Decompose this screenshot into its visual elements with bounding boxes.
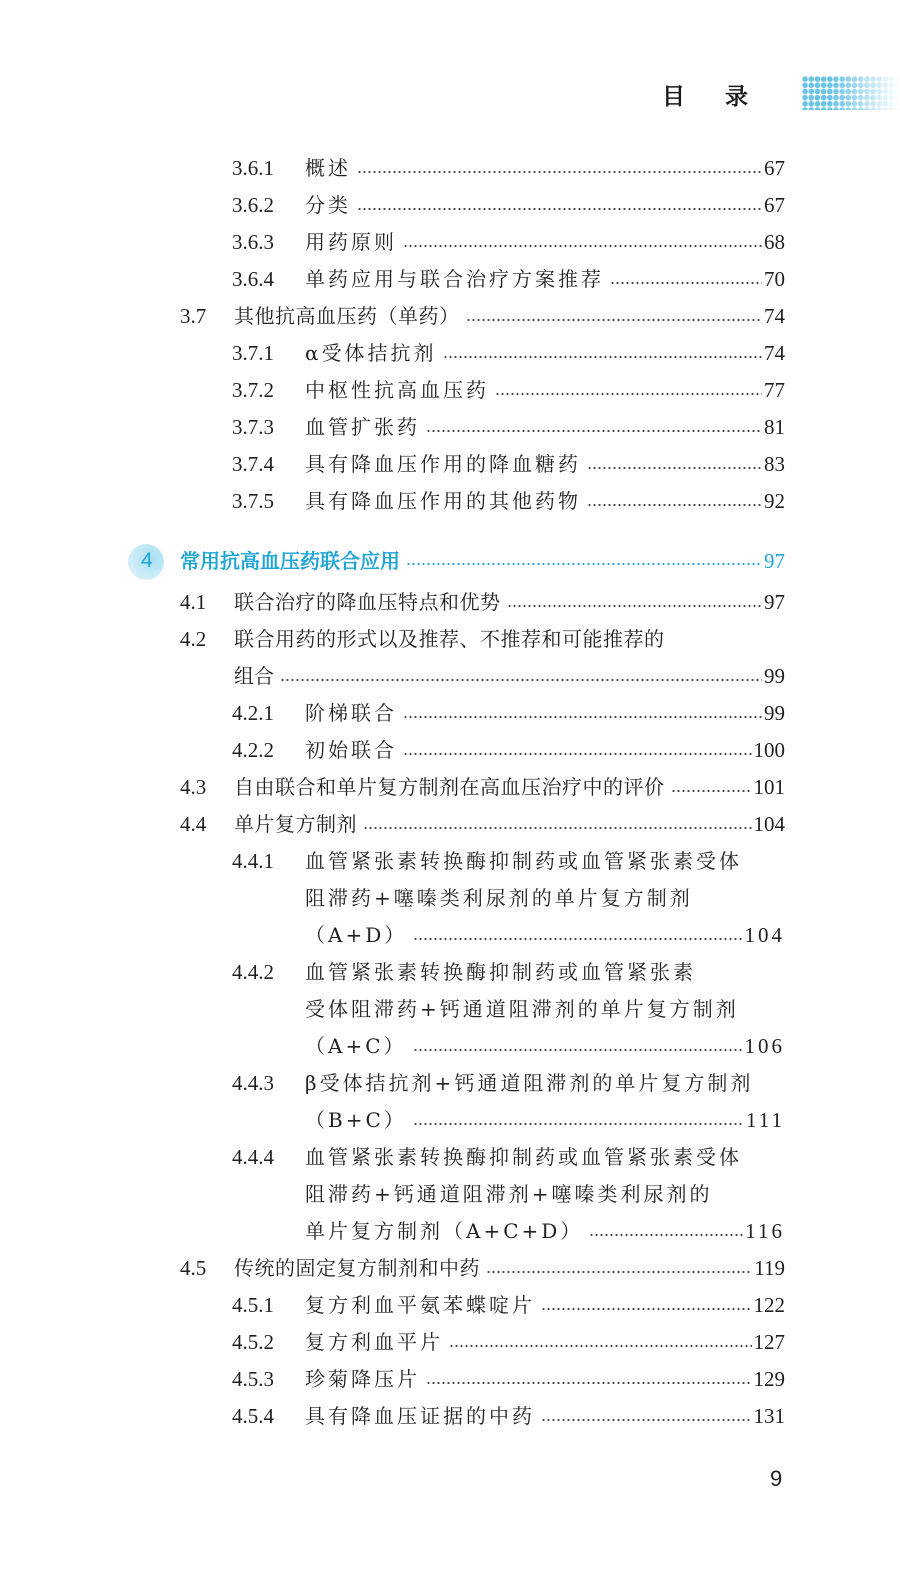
section-number: 3.7.3	[232, 415, 274, 439]
toc-entry-4-2-2[interactable]	[0, 732, 900, 769]
section-number: 4.4.1	[232, 849, 274, 873]
toc-entry-4-4-1-line2[interactable]	[0, 880, 900, 917]
toc-entry-4-2-continued[interactable]	[0, 658, 900, 695]
section-title-line: 血管紧张素转换酶抑制药或血管紧张素	[305, 960, 696, 984]
dot-leader	[403, 753, 752, 755]
toc-entry-3-7-1[interactable]	[0, 335, 900, 372]
section-title: 用药原则	[305, 230, 397, 254]
toc-entry-4-3[interactable]	[0, 769, 900, 806]
section-title: 初始联合	[305, 738, 397, 762]
section-number: 4.5.3	[232, 1367, 274, 1391]
section-number: 4.5	[180, 1256, 207, 1280]
chapter-title: 常用抗高血压药联合应用	[180, 549, 400, 573]
toc-entry-3-6-2[interactable]	[0, 187, 900, 224]
toc-entry-3-6-1[interactable]	[0, 150, 900, 187]
page-number: 119	[754, 1256, 785, 1280]
toc-entry-3-7-2[interactable]	[0, 372, 900, 409]
toc-entry-4-2[interactable]	[0, 621, 900, 658]
page-number: 106	[744, 1034, 785, 1058]
toc-entry-4-4-1-line3[interactable]	[0, 917, 900, 954]
page-number: 97	[764, 549, 785, 573]
page-number: 99	[764, 701, 785, 725]
toc-entry-4-4-2-line2[interactable]	[0, 991, 900, 1028]
section-title: 传统的固定复方制剂和中药	[234, 1256, 480, 1280]
section-title-line: 阻滞药+噻嗪类利尿剂的单片复方制剂	[305, 886, 693, 910]
section-number: 3.6.2	[232, 193, 274, 217]
section-number: 3.7.4	[232, 452, 274, 476]
section-title-line: （B+C）	[305, 1108, 407, 1132]
toc-entry-4-4-2[interactable]	[0, 954, 900, 991]
dot-leader	[403, 245, 762, 247]
page-number: 77	[764, 378, 785, 402]
section-number: 4.5.1	[232, 1293, 274, 1317]
page-number: 81	[764, 415, 785, 439]
toc-entry-4-1[interactable]	[0, 584, 900, 621]
decorative-dot-grid	[802, 76, 900, 110]
section-title: α受体拮抗剂	[305, 341, 437, 365]
section-title: 联合治疗的降血压特点和优势	[234, 590, 501, 614]
section-title: 珍菊降压片	[305, 1367, 420, 1391]
dot-leader	[413, 938, 742, 940]
section-number: 4.2.1	[232, 701, 274, 725]
section-title: 分类	[305, 193, 351, 217]
header-title: 目录	[662, 84, 788, 110]
toc-entry-4-4-4[interactable]	[0, 1139, 900, 1176]
section-number: 3.6.1	[232, 156, 274, 180]
dot-leader	[280, 679, 762, 681]
section-title: 自由联合和单片复方制剂在高血压治疗中的评价	[234, 775, 665, 799]
dot-leader	[406, 563, 762, 565]
dot-leader	[426, 430, 762, 432]
dot-leader	[403, 716, 762, 718]
dot-leader	[443, 356, 762, 358]
dot-leader	[449, 1345, 752, 1347]
dot-leader	[426, 1382, 752, 1384]
section-title-line: 单片复方制剂（A+C+D）	[305, 1219, 584, 1243]
toc-entry-4-4-2-line3[interactable]	[0, 1028, 900, 1065]
dot-leader	[587, 504, 762, 506]
section-number: 4.4	[180, 812, 207, 836]
toc-entry-4-5-3[interactable]	[0, 1361, 900, 1398]
section-title-line: 血管紧张素转换酶抑制药或血管紧张素受体	[305, 1145, 742, 1169]
section-title-line: 组合	[234, 664, 274, 688]
dot-leader	[610, 282, 762, 284]
dot-leader	[587, 467, 762, 469]
page-number: 99	[764, 664, 785, 688]
section-number: 4.4.4	[232, 1145, 274, 1169]
page-number: 129	[753, 1367, 785, 1391]
section-title: 具有降血压作用的降血糖药	[305, 452, 581, 476]
section-title: 其他抗高血压药（单药）	[234, 304, 460, 328]
page-number: 127	[753, 1330, 785, 1354]
page-number: 74	[764, 304, 785, 328]
section-title: 单药应用与联合治疗方案推荐	[305, 267, 604, 291]
dot-leader	[357, 171, 762, 173]
running-header	[480, 74, 900, 114]
dot-leader	[541, 1308, 752, 1310]
page-number: 68	[764, 230, 785, 254]
section-number: 4.5.4	[232, 1404, 274, 1428]
section-title: 概述	[305, 156, 351, 180]
section-title: 血管扩张药	[305, 415, 420, 439]
section-number: 3.7.2	[232, 378, 274, 402]
toc-entry-4-4-1[interactable]	[0, 843, 900, 880]
section-number: 4.3	[180, 775, 207, 799]
toc-entry-4-4-4-line3[interactable]	[0, 1213, 900, 1250]
toc-entry-3-6-3[interactable]	[0, 224, 900, 261]
toc-entry-4-5[interactable]	[0, 1250, 900, 1287]
page-number: 101	[753, 775, 785, 799]
section-title: 具有降血压证据的中药	[305, 1404, 535, 1428]
dot-leader	[671, 790, 752, 792]
toc-entry-4-4-3-line2[interactable]	[0, 1102, 900, 1139]
section-number: 4.4.2	[232, 960, 274, 984]
page-number: 104	[753, 812, 785, 836]
dot-leader	[589, 1234, 743, 1236]
section-number: 3.7.1	[232, 341, 274, 365]
toc-entry-3-7-5[interactable]	[0, 483, 900, 520]
section-title: 阶梯联合	[305, 701, 397, 725]
page-number: 122	[753, 1293, 785, 1317]
page-number: 116	[745, 1219, 785, 1243]
section-title: 单片复方制剂	[234, 812, 357, 836]
section-number: 4.2.2	[232, 738, 274, 762]
chapter-number: 4	[141, 549, 153, 572]
toc-chapter-4[interactable]	[0, 538, 900, 584]
section-number: 4.2	[180, 627, 207, 651]
section-title-line: （A+D）	[305, 923, 408, 947]
section-number: 3.7	[180, 304, 207, 328]
section-title-line: 阻滞药+钙通道阻滞剂+噻嗪类利尿剂的	[305, 1182, 713, 1206]
section-title-line: β受体拮抗剂+钙通道阻滞剂的单片复方制剂	[305, 1071, 754, 1095]
section-title-line: （A+C）	[305, 1034, 407, 1058]
dot-leader	[507, 605, 763, 607]
page-number: 100	[753, 738, 785, 762]
toc-entry-4-5-4[interactable]	[0, 1398, 900, 1435]
toc-entry-4-2-1[interactable]	[0, 695, 900, 732]
page-number: 67	[764, 156, 785, 180]
dot-leader	[413, 1049, 743, 1051]
page-number: 92	[764, 489, 785, 513]
page-number: 74	[764, 341, 785, 365]
section-title-line: 联合用药的形式以及推荐、不推荐和可能推荐的	[234, 627, 665, 651]
page-number: 83	[764, 452, 785, 476]
page-number: 70	[764, 267, 785, 291]
page-number: 67	[764, 193, 785, 217]
dot-leader	[486, 1271, 752, 1273]
page-number: 111	[746, 1108, 785, 1132]
section-title: 复方利血平氨苯蝶啶片	[305, 1293, 535, 1317]
section-title: 具有降血压作用的其他药物	[305, 489, 581, 513]
dot-leader	[541, 1419, 752, 1421]
section-number: 3.6.3	[232, 230, 274, 254]
toc-entry-4-5-2[interactable]	[0, 1324, 900, 1361]
dot-leader	[413, 1123, 744, 1125]
toc-entry-3-6-4[interactable]	[0, 261, 900, 298]
section-title: 复方利血平片	[305, 1330, 443, 1354]
page-number: 97	[764, 590, 785, 614]
section-number: 4.1	[180, 590, 207, 614]
dot-leader	[363, 827, 752, 829]
section-title-line: 血管紧张素转换酶抑制药或血管紧张素受体	[305, 849, 742, 873]
folio-page-number: 9	[770, 1466, 783, 1491]
section-number: 4.5.2	[232, 1330, 274, 1354]
page-number: 131	[753, 1404, 785, 1428]
toc-entry-4-4[interactable]	[0, 806, 900, 843]
toc-entry-3-7[interactable]	[0, 298, 900, 335]
section-title: 中枢性抗高血压药	[305, 378, 489, 402]
dot-leader	[495, 393, 762, 395]
toc-entry-3-7-4[interactable]	[0, 446, 900, 483]
page-number: 104	[744, 923, 785, 947]
toc-entry-4-4-4-line2[interactable]	[0, 1176, 900, 1213]
toc-entry-4-5-1[interactable]	[0, 1287, 900, 1324]
toc-entry-4-4-3[interactable]	[0, 1065, 900, 1102]
section-title-line: 受体阻滞药+钙通道阻滞剂的单片复方制剂	[305, 997, 739, 1021]
toc-entry-3-7-3[interactable]	[0, 409, 900, 446]
dot-leader	[466, 319, 763, 321]
table-of-contents	[0, 150, 900, 1435]
section-number: 3.7.5	[232, 489, 274, 513]
dot-leader	[357, 208, 762, 210]
section-number: 3.6.4	[232, 267, 274, 291]
section-number: 4.4.3	[232, 1071, 274, 1095]
